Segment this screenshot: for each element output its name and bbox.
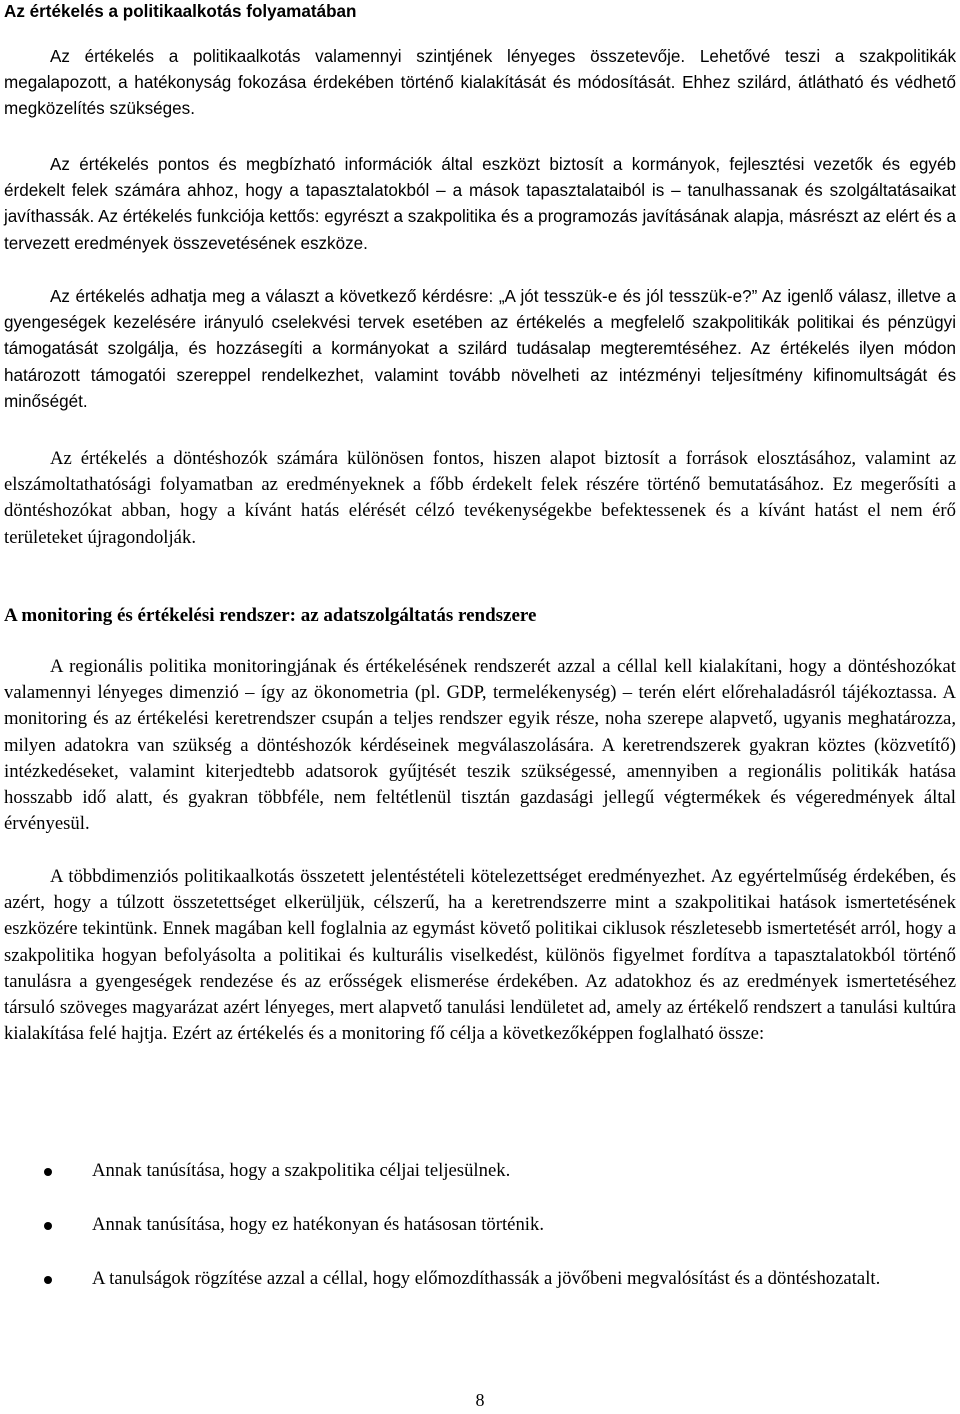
paragraph-monitoring-2: A többdimenziós politikaalkotás összetett jelentéstételi kötelezettséget eredményezhet. Az egyértelműség érdekében, és azért, hogy a túlzott összetettséget elkerüljük, célszerű, ha a keretrendszerre mint a szakpolitikai hatások ismertetésének eszközére tekintünk. Ennek magában kell foglalnia az egymást követő politikai ciklusok részletesebb ismertetését arról, hogy a szakpolitika hogyan befolyásolta a politikai és kulturális viselkedést, különös figyelmet fordítva a tapasztalatokból történő tanulásra a gyengeségek rendezése és az erősségek elismerése érdekében. Az adatokhoz és az eredmények ismertetéséhez társuló szöveges magyarázat azért lényeges, mert alapvető tanulási lendületet ad, amely az értékelő rendszert a tanulási kultúra kialakítása felé hajtja. Ezért az értékelés és a monitoring fő célja a következőképpen foglalható össze: [4, 866, 956, 1045]
bullet-icon [44, 1168, 52, 1176]
bullet-icon [44, 1276, 52, 1284]
list-item-text: Annak tanúsítása, hogy ez hatékonyan és hatásosan történik. [92, 1214, 545, 1235]
paragraph-evaluation-2: Az értékelés pontos és megbízható információk által eszközt biztosít a kormányok, fejlesztési vezetők és egyéb érdekelt felek számára ahhoz, hogy a tapasztalatokból – a mások tapasztalataiból is – tanulhassanak és szolgáltatásaikat javíthassák. Az értékelés funkciója kettős: egyrészt a szakpolitika és a programozás javításának alapja, másrészt az elért és a tervezett eredmények összevetésének eszköze. [4, 155, 957, 253]
paragraph-monitoring-1: A regionális politika monitoringjának és értékelésének rendszerét azzal a céllal kell kialakítani, hogy a döntéshozókat valamennyi lényeges dimenzió – így az ökonometria (pl. GDP, termelékenység) – terén elért előrehaladásról tájékoztassa. A monitoring és az értékelési keretrendszer csupán a teljes rendszer egyik része, noha szerepe alapvető, ugyanis meghatározza, milyen adatokra van szükség a döntéshozók kérdéseinek megválaszolására. A keretrendszerek gyakran köztes (közvetítő) intézkedéseket, valamint kiterjedtebb adatsorok gyűjtését teszik szükségessé, amennyiben a regionális politikák hatása hosszabb idő alatt, és gyakran többféle, nem feltétlenül tisztán gazdasági jellegű végtermékek és végeredmények által érvényesül. [4, 656, 956, 835]
list-item-text: Annak tanúsítása, hogy a szakpolitika céljai teljesülnek. [92, 1160, 511, 1181]
page-number: 8 [475, 1390, 485, 1410]
bullet-icon [44, 1222, 52, 1230]
paragraph-evaluation-1: Az értékelés a politikaalkotás valamennyi szintjének lényeges összetevője. Lehetővé teszi a szakpolitikák megalapozott, a hatékonyság fokozása érdekében történő kialakítását és módosítását. Ehhez szilárd, átlátható és védhető megközelítés szükséges. [4, 47, 956, 119]
section-heading-evaluation: Az értékelés a politikaalkotás folyamatában [4, 2, 357, 21]
paragraph-evaluation-3: Az értékelés adhatja meg a választ a következő kérdésre: „A jót tesszük-e és jól tesszük-e?” Az igenlő válasz, illetve a gyengeségek kezelésére irányuló cselekvési tervek esetében az értékelés a megfelelő szakpolitikák politikai és pénzügyi támogatását szolgálja, és hozzásegíti a kormányokat a szilárd tudásalap megteremtéséhez. Az értékelés ilyen módon határozott támogatói szereppel rendelkezhet, valamint tovább növelheti az intézményi teljesítmény kifinomultságát és minőségét. [4, 287, 956, 411]
section-heading-monitoring: A monitoring és értékelési rendszer: az adatszolgáltatás rendszere [4, 605, 537, 626]
list-item-text: A tanulságok rögzítése azzal a céllal, hogy előmozdíthassák a jövőbeni megvalósítást és a döntéshozatalt. [92, 1268, 881, 1289]
paragraph-evaluation-4: Az értékelés a döntéshozók számára különösen fontos, hiszen alapot biztosít a források elosztásához, valamint az elszámoltathatósági folyamatban az eredményeknek a főbb érdekelt felek részére történő bemutatásához. Ez megerősíti a döntéshozókat abban, hogy a kívánt hatás elérését célzó tevékenységekbe befektessenek és a kívánt hatást el nem érő területeket újragondolják. [4, 448, 956, 548]
